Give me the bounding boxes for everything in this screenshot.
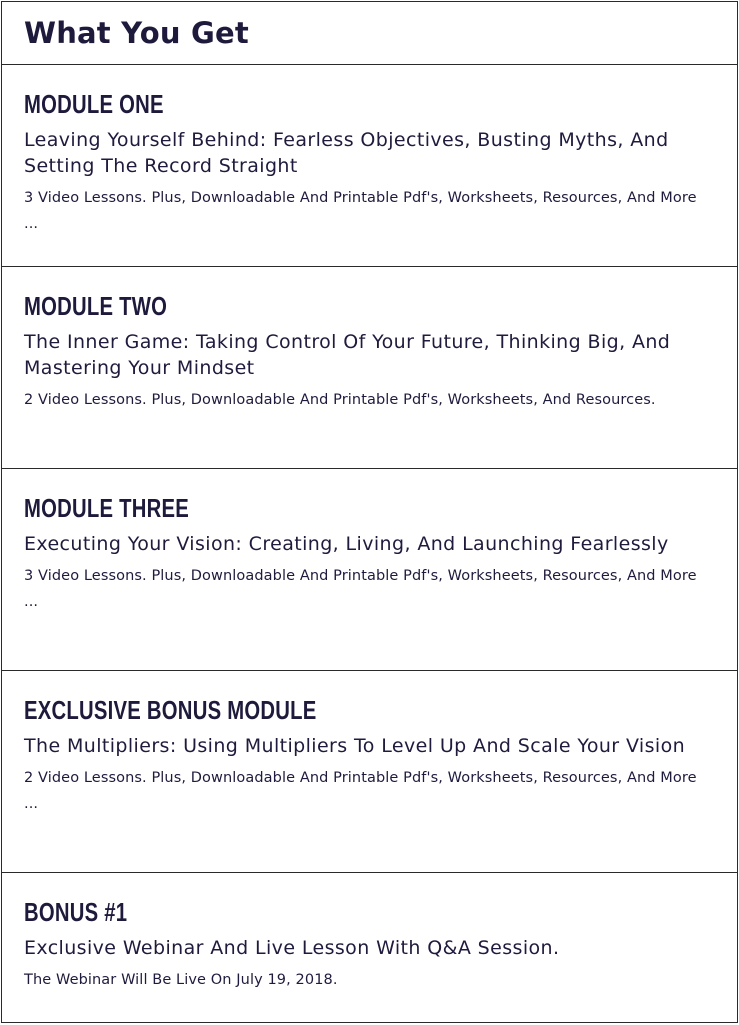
module-subtitle: Executing Your Vision: Creating, Living, And Launching Fearlessly — [24, 533, 669, 555]
module-subtitle: Exclusive Webinar And Live Lesson With Q&A Session. — [24, 937, 560, 959]
panel-title: What You Get — [24, 16, 249, 50]
module-title: BONUS #1 — [24, 897, 128, 927]
module-description: 2 Video Lessons. Plus, Downloadable And Printable Pdf's, Worksheets, And Resources. — [24, 392, 656, 408]
module-subtitle: The Inner Game: Taking Control Of Your Future, Thinking Big, And Mastering Your Mindset — [24, 331, 671, 379]
module-title: MODULE THREE — [24, 493, 190, 523]
module-title: MODULE TWO — [24, 291, 168, 321]
module-title: MODULE ONE — [24, 89, 164, 119]
module-description: The Webinar Will Be Live On July 19, 2018. — [24, 972, 338, 988]
module-description: 2 Video Lessons. Plus, Downloadable And Printable Pdf's, Worksheets, Resources, And More ... — [24, 770, 697, 812]
module-subtitle: Leaving Yourself Behind: Fearless Objectives, Busting Myths, And Setting The Record Straight — [24, 129, 669, 177]
module-item — [2, 65, 737, 267]
module-item — [2, 873, 737, 1023]
panel-header — [2, 2, 737, 65]
module-item — [2, 671, 737, 873]
module-title: EXCLUSIVE BONUS MODULE — [24, 695, 317, 725]
module-description: 3 Video Lessons. Plus, Downloadable And Printable Pdf's, Worksheets, Resources, And More ... — [24, 568, 697, 610]
what-you-get-panel — [1, 1, 738, 1023]
module-description: 3 Video Lessons. Plus, Downloadable And Printable Pdf's, Worksheets, Resources, And More ... — [24, 190, 697, 232]
module-subtitle: The Multipliers: Using Multipliers To Level Up And Scale Your Vision — [24, 735, 686, 757]
module-item — [2, 267, 737, 469]
module-item — [2, 469, 737, 671]
